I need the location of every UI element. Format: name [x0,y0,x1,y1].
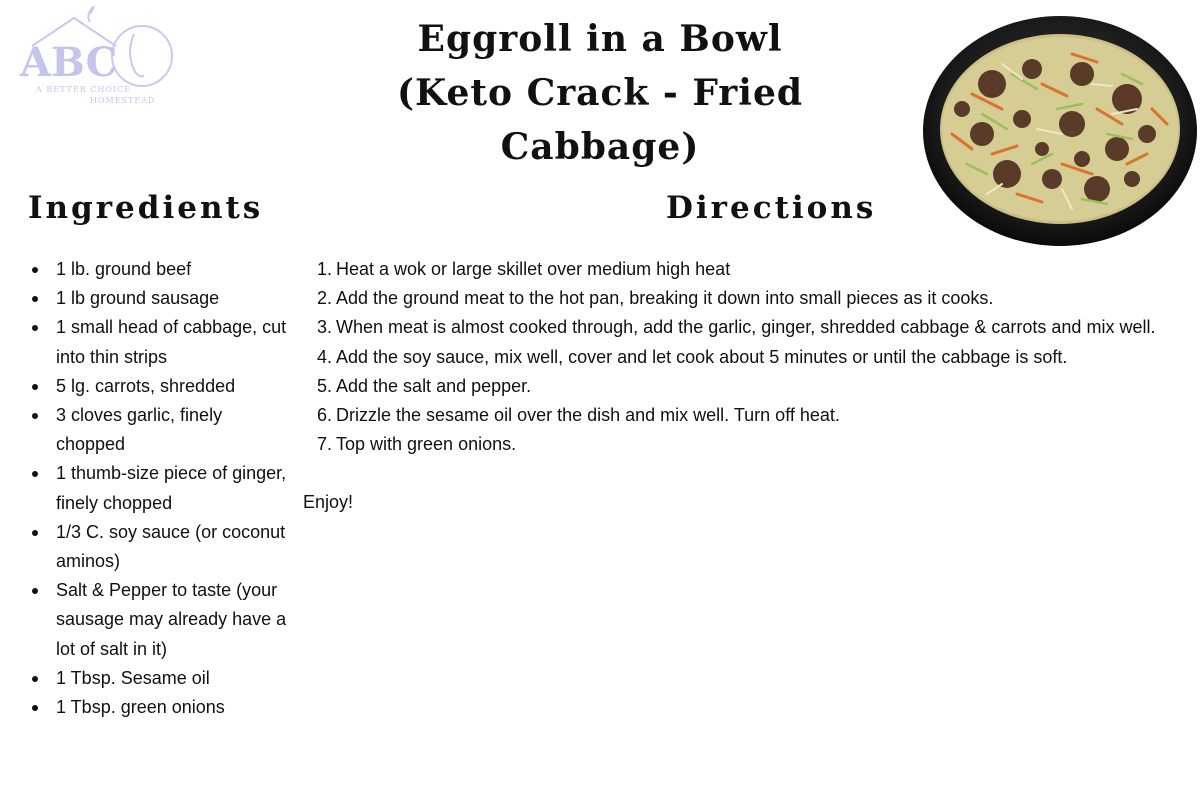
ingredient-text: 1 Tbsp. Sesame oil [56,667,210,688]
bullet-icon [32,588,38,594]
ingredient-text: Salt & Pepper to taste (your sausage may already have a lot of salt in it) [56,580,287,659]
ingredient-text: 1 small head of cabbage, cut into thin strips [56,317,287,367]
list-item [28,518,290,576]
direction-step [300,343,1190,372]
step-number: 6. [317,405,333,426]
step-text: Heat a wok or large skillet over medium high heat [336,259,731,279]
step-text: Add the soy sauce, mix well, cover and let cook about 5 minutes or until the cabbage is soft. [336,346,1068,367]
step-text: Top with green onions. [336,434,517,455]
list-item [28,459,290,517]
bullet-icon [32,530,38,536]
recipe-title [300,12,900,174]
list-item [28,284,290,313]
dish-photo [922,14,1198,248]
bullet-icon [32,325,38,331]
ingredient-text: 5 lg. carrots, shredded [56,375,236,396]
step-number: 7. [317,434,333,455]
direction-step [300,313,1190,342]
ingredient-text: 1 Tbsp. green onions [56,697,225,718]
direction-step [300,284,1190,313]
list-item [28,255,290,284]
step-number: 1. [317,259,333,279]
step-number: 3. [317,317,333,338]
list-item [28,576,290,664]
direction-step [300,255,1190,284]
ingredients-list [28,255,290,722]
logo-tagline: A BETTER CHOICE [36,85,132,94]
list-item [28,372,290,401]
step-text: Drizzle the sesame oil over the dish and mix well. Turn off heat. [336,405,840,426]
list-item [28,313,290,371]
bullet-icon [32,267,38,273]
directions-list [300,255,1190,459]
step-text: Add the ground meat to the hot pan, breaking it down into small pieces as it cooks. [336,288,994,309]
direction-step [300,430,1190,459]
ingredient-text: 3 cloves garlic, finely chopped [56,405,223,455]
direction-step [300,401,1190,430]
bullet-icon [32,296,38,302]
step-number: 5. [317,375,333,396]
bullet-icon [32,705,38,711]
title-line-2: (Keto Crack - Fried Cabbage) [396,72,804,168]
step-number: 2. [317,288,333,309]
list-item [28,401,290,459]
bullet-icon [32,676,38,682]
step-text: Add the salt and pepper. [336,375,532,396]
closing-text: Enjoy! [303,492,354,512]
bullet-icon [32,384,38,390]
ingredients-heading: Ingredients [28,190,264,226]
title-line-1: Eggroll in a Bowl [417,18,783,60]
list-item [28,693,290,722]
step-number: 4. [317,346,333,367]
ingredient-text: 1 thumb-size piece of ginger, finely chopped [56,463,287,513]
direction-step [300,372,1190,401]
brand-logo [14,4,186,108]
bullet-icon [32,471,38,477]
logo-monogram: ABC [20,39,118,86]
step-text: When meat is almost cooked through, add the garlic, ginger, shredded cabbage & carrots and mix well. [336,317,1156,338]
ingredient-text: 1 lb ground sausage [56,288,220,309]
ingredient-text: 1 lb. ground beef [56,259,192,279]
bullet-icon [32,413,38,419]
directions-heading: Directions [666,190,877,226]
list-item [28,664,290,693]
ingredient-text: 1/3 C. soy sauce (or coconut aminos) [56,521,286,572]
logo-tagline-2: HOMESTEAD [90,96,156,105]
